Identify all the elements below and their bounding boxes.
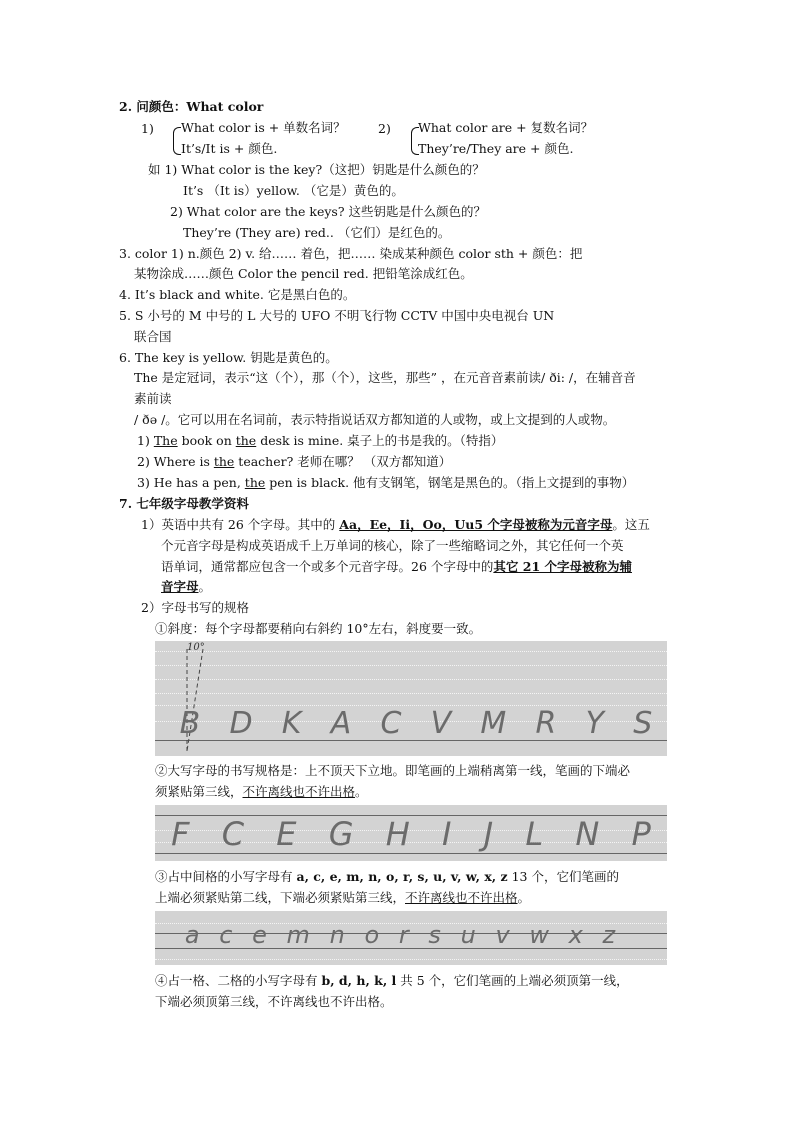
- letter-row-slant: [155, 705, 667, 741]
- letter: r: [398, 921, 409, 949]
- angle-label: 10°: [187, 642, 205, 653]
- section-6-line-3: 素前读: [134, 391, 172, 406]
- s7-para-2: 2）字母书写的规格: [141, 600, 249, 615]
- s7-rule-4-line-1: ④占一格、二格的小写字母有 b, d, h, k, l 共 5 个，它们笔画的上端必须顶第一线，: [155, 973, 629, 988]
- letter: N: [575, 815, 600, 853]
- section-3-line-2: 某物涂成……颜色 Color the pencil red. 把铅笔涂成红色。: [134, 266, 473, 281]
- s2-item1-number: 1): [141, 121, 154, 136]
- letter: w: [529, 921, 549, 949]
- letter: S: [633, 706, 653, 741]
- section-2-heading: 2. 问颜色：What color: [119, 99, 264, 114]
- letter: R: [535, 706, 557, 741]
- section-7-heading: 7. 七年级字母教学资料: [119, 496, 249, 511]
- section-6-line-1: 6. The key is yellow. 钥匙是黄色的。: [119, 350, 338, 365]
- s2-example-2-answer: They’re (They are) red.. （它们）是红色的。: [183, 225, 451, 240]
- section-5-line-2: 联合国: [134, 329, 172, 344]
- section-4-line: 4. It’s black and white. 它是黑白色的。: [119, 287, 356, 302]
- section-3-line-1: 3. color 1) n.颜色 2) v. 给…… 着色，把…… 染成某种颜色 color sth + 颜色：把: [119, 246, 583, 261]
- section-6-line-4: / ðə /。它可以用在名词前，表示特指说话双方都知道的人或物，或上文提到的人或物。: [134, 412, 616, 427]
- letter: z: [602, 921, 616, 949]
- letter: M: [480, 706, 507, 741]
- s2-item2-answer: They’re/They are + 颜色.: [418, 141, 574, 156]
- letter: u: [460, 921, 476, 949]
- s7-para-1-line-3: 语单词，通常都应包含一个或多个元音字母。26 个字母中的其它 21 个字母被称为辅: [161, 559, 632, 574]
- s2-item2-question: What color are + 复数名词？: [418, 120, 594, 135]
- s7-rule-4-line-2: 下端必须顶第三线，不许离线也不许出格。: [155, 994, 393, 1009]
- s7-rule-2-line-2: 须紧贴第三线，不许离线也不许出格。: [155, 784, 368, 799]
- letter: e: [252, 921, 267, 949]
- s7-rule-2-line-1: ②大写字母的书写规格是：上不顶天下立地。即笔画的上端稍离第一线，笔画的下端必: [155, 763, 631, 778]
- s2-item2-number: 2): [378, 121, 391, 136]
- handwriting-strip-slant: [155, 641, 667, 756]
- letter: D: [229, 706, 253, 741]
- s7-para-1-line-1: 1）英语中共有 26 个字母。其中的 Aa，Ee，Ii，Oo，Uu5 个字母被称为元音字母。这五: [141, 517, 650, 532]
- letter: a: [184, 921, 200, 949]
- letter: J: [483, 815, 494, 853]
- letter-row-lowercase: [155, 921, 625, 949]
- letter: o: [364, 921, 380, 949]
- letter: C: [380, 706, 402, 741]
- s2-example-1: 如 1) What color is the key?（这把）钥匙是什么颜色的？: [148, 162, 485, 177]
- s7-para-1-line-2: 个元音字母是构成英语成千上万单词的核心，除了一些缩略词之外，其它任何一个英: [161, 538, 624, 553]
- letter: Y: [585, 706, 604, 741]
- s7-rule-3-line-1: ③占中间格的小写字母有 a, c, e, m, n, o, r, s, u, v, w, x, z 13 个，它们笔画的: [155, 869, 619, 884]
- s7-rule-1: ①斜度：每个字母都要稍向右斜约 10°左右，斜度要一致。: [155, 621, 482, 636]
- letter: F: [171, 815, 190, 853]
- s2-example-2: 2) What color are the keys? 这些钥匙是什么颜色的？: [170, 204, 487, 219]
- s7-para-1-line-4: 音字母。: [161, 579, 212, 594]
- letter: n: [329, 921, 345, 949]
- letter: B: [179, 706, 201, 741]
- letter: A: [330, 706, 352, 741]
- letter-row-capitals: [155, 811, 667, 853]
- s7-rule-3-line-2: 上端必须紧贴第二线，下端必须紧贴第三线，不许离线也不许出格。: [155, 890, 531, 905]
- letter: K: [281, 706, 302, 741]
- letter: I: [442, 815, 452, 853]
- brace-1: [173, 127, 181, 155]
- letter: H: [385, 815, 410, 853]
- letter: s: [428, 921, 441, 949]
- letter: m: [286, 921, 310, 949]
- s2-example-1-answer: It’s （It is）yellow. （它是）黄色的。: [183, 183, 404, 198]
- handwriting-strip-lowercase: [155, 911, 667, 965]
- letter: L: [525, 815, 544, 853]
- section-6-example-3: 3) He has a pen, the pen is black. 他有支钢笔，钢笔是黑色的。（指上文提到的事物）: [137, 475, 635, 490]
- letter: v: [495, 921, 510, 949]
- letter: G: [328, 815, 354, 853]
- section-5-line-1: 5. S 小号的 M 中号的 L 大号的 UFO 不明飞行物 CCTV 中国中央电视台 UN: [119, 308, 555, 323]
- letter: V: [430, 706, 452, 741]
- letter: c: [219, 921, 233, 949]
- s2-item1-answer: It’s/It is + 颜色.: [181, 141, 278, 156]
- section-6-example-1: 1) The book on the desk is mine. 桌子上的书是我的。（特指）: [137, 433, 504, 448]
- letter: P: [631, 815, 651, 853]
- letter: x: [568, 921, 583, 949]
- section-6-example-2: 2) Where is the teacher? 老师在哪？ （双方都知道）: [137, 454, 452, 469]
- section-6-line-2: The 是定冠词，表示“这（个），那（个），这些，那些” ，在元音音素前读/ ði: /，在辅音音: [134, 370, 636, 385]
- letter: E: [276, 815, 297, 853]
- letter: C: [221, 815, 245, 853]
- s2-item1-question: What color is + 单数名词？: [181, 120, 346, 135]
- handwriting-strip-capitals: [155, 805, 667, 861]
